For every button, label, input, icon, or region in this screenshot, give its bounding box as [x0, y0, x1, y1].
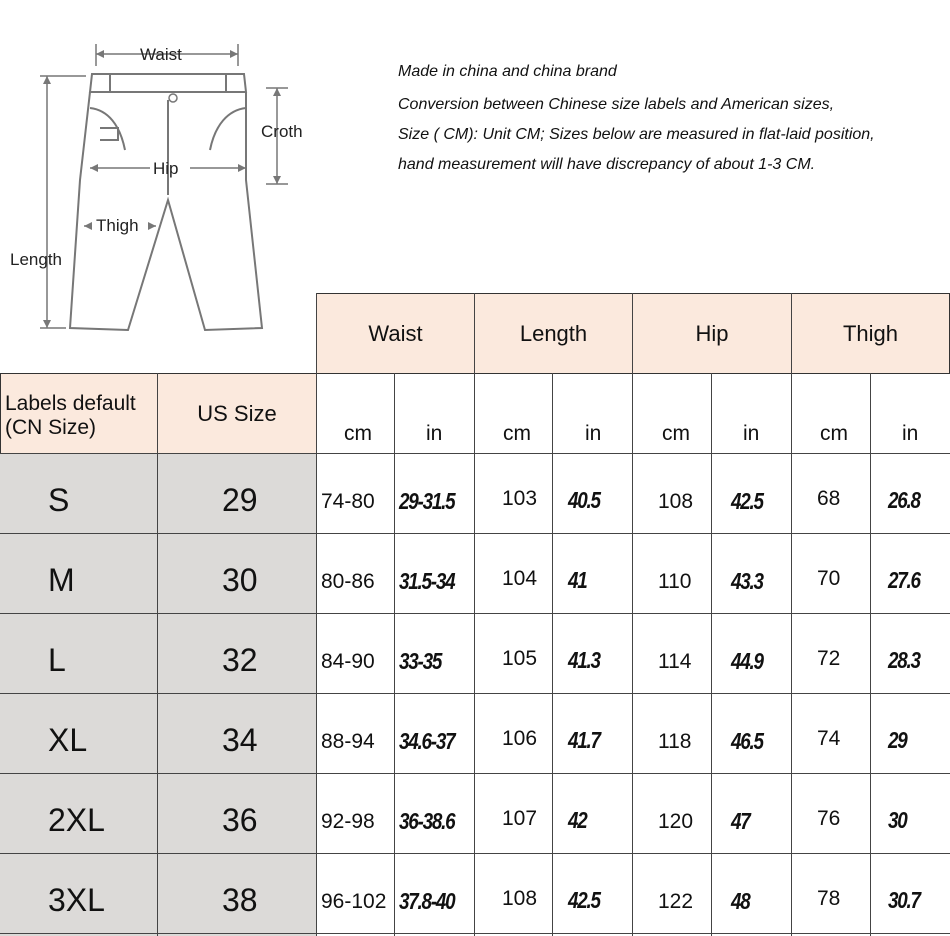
- thigh-in-value: 30: [888, 807, 907, 833]
- waist-in-value: 31.5-34: [399, 568, 455, 594]
- hip-in-value: 47: [731, 808, 750, 834]
- hip-diagram-label: Hip: [153, 159, 179, 178]
- unit-length-cm: cm: [503, 422, 531, 445]
- waist-cm-value: 74-80: [321, 490, 375, 513]
- hip-cm-value: 110: [658, 570, 692, 593]
- unit-length-in: in: [585, 422, 602, 445]
- group-header-hip: Hip: [632, 293, 792, 374]
- grid-line: [791, 293, 792, 936]
- hip-in-value: 43.3: [731, 568, 763, 594]
- length-in-value: 40.5: [568, 487, 600, 513]
- waist-cm-value: 92-98: [321, 810, 375, 833]
- croth-diagram-label: Croth: [261, 122, 303, 141]
- unit-waist-in: in: [426, 422, 443, 445]
- cn-size-header: [0, 373, 158, 454]
- length-in-value: 42: [568, 807, 587, 833]
- hip-in-value: 44.9: [731, 648, 763, 674]
- group-header-thigh: Thigh: [791, 293, 950, 374]
- length-diagram-label: Length: [10, 250, 62, 269]
- waist-in-value: 33-35: [399, 648, 442, 674]
- waist-cm-value: 80-86: [321, 570, 375, 593]
- thigh-cm-value: 78: [817, 887, 841, 910]
- hip-cm-value: 122: [658, 890, 694, 913]
- hip-cm-value: 108: [658, 490, 694, 513]
- unit-header-row: [316, 373, 950, 454]
- note-line-3: Size ( CM): Unit CM; Sizes below are measured in flat-laid position,: [398, 126, 875, 143]
- size-label: 3XL: [48, 882, 105, 918]
- grid-line: [0, 693, 950, 694]
- unit-thigh-cm: cm: [820, 422, 848, 445]
- size-label: M: [48, 562, 75, 598]
- grid-line: [711, 373, 712, 936]
- group-header-length: Length: [474, 293, 633, 374]
- hip-in-value: 42.5: [731, 488, 763, 514]
- thigh-cm-value: 68: [817, 487, 841, 510]
- unit-waist-cm: cm: [344, 422, 372, 445]
- note-line-4: hand measurement will have discrepancy of about 1-3 CM.: [398, 156, 816, 173]
- note-line-2: Conversion between Chinese size labels and American sizes,: [398, 96, 835, 113]
- hip-cm-value: 120: [658, 810, 694, 833]
- length-cm-value: 104: [502, 567, 538, 590]
- thigh-cm-value: 72: [817, 647, 841, 670]
- size-label: S: [48, 482, 70, 518]
- thigh-in-value: 30.7: [888, 887, 920, 913]
- length-in-value: 42.5: [568, 887, 600, 913]
- us-size-header: US Size: [157, 373, 317, 454]
- grid-line: [474, 293, 475, 936]
- size-label: L: [48, 642, 66, 678]
- grid-line: [0, 933, 950, 934]
- size-columns-background: [0, 453, 317, 936]
- us-size-value: 34: [222, 722, 258, 758]
- unit-hip-in: in: [743, 422, 760, 445]
- grid-line: [0, 773, 950, 774]
- us-size-value: 38: [222, 882, 258, 918]
- grid-line: [0, 613, 950, 614]
- unit-hip-cm: cm: [662, 422, 690, 445]
- grid-line: [157, 373, 158, 936]
- length-in-value: 41.3: [568, 647, 600, 673]
- length-cm-value: 105: [502, 647, 538, 670]
- hip-in-value: 46.5: [731, 728, 763, 754]
- grid-line: [316, 293, 317, 936]
- thigh-cm-value: 74: [817, 727, 841, 750]
- waist-cm-value: 96-102: [321, 890, 387, 913]
- us-size-value: 36: [222, 802, 258, 838]
- size-label: 2XL: [48, 802, 105, 838]
- thigh-in-value: 27.6: [888, 567, 920, 593]
- pants-measurement-diagram: [0, 0, 310, 345]
- hip-in-value: 48: [731, 888, 750, 914]
- grid-line: [0, 453, 950, 454]
- thigh-in-value: 29: [888, 727, 907, 753]
- waist-in-value: 34.6-37: [399, 728, 455, 754]
- grid-line: [0, 533, 950, 534]
- thigh-cm-value: 70: [817, 567, 841, 590]
- length-cm-value: 107: [502, 807, 538, 830]
- us-size-value: 29: [222, 482, 258, 518]
- waist-cm-value: 84-90: [321, 650, 375, 673]
- grid-line: [394, 373, 395, 936]
- thigh-in-value: 28.3: [888, 647, 920, 673]
- waist-in-value: 37.8-40: [399, 888, 455, 914]
- length-cm-value: 103: [502, 487, 538, 510]
- waist-in-value: 29-31.5: [399, 488, 455, 514]
- unit-thigh-in: in: [902, 422, 919, 445]
- grid-line: [870, 373, 871, 936]
- waist-diagram-label: Waist: [140, 45, 182, 64]
- grid-line: [552, 373, 553, 936]
- thigh-diagram-label: Thigh: [96, 216, 139, 235]
- size-label: XL: [48, 722, 88, 758]
- length-cm-value: 106: [502, 727, 538, 750]
- group-header-waist: Waist: [316, 293, 475, 374]
- grid-line: [0, 853, 950, 854]
- length-cm-value: 108: [502, 887, 538, 910]
- us-size-value: 32: [222, 642, 258, 678]
- length-in-value: 41.7: [568, 727, 600, 753]
- hip-cm-value: 114: [658, 650, 692, 673]
- thigh-in-value: 26.8: [888, 487, 920, 513]
- us-size-value: 30: [222, 562, 258, 598]
- hip-cm-value: 118: [658, 730, 692, 753]
- waist-cm-value: 88-94: [321, 730, 375, 753]
- waist-in-value: 36-38.6: [399, 808, 455, 834]
- length-in-value: 41: [568, 567, 587, 593]
- grid-line: [632, 293, 633, 936]
- note-line-1: Made in china and china brand: [398, 63, 617, 80]
- thigh-cm-value: 76: [817, 807, 841, 830]
- cn-size-header-label: Labels default (CN Size): [5, 392, 136, 439]
